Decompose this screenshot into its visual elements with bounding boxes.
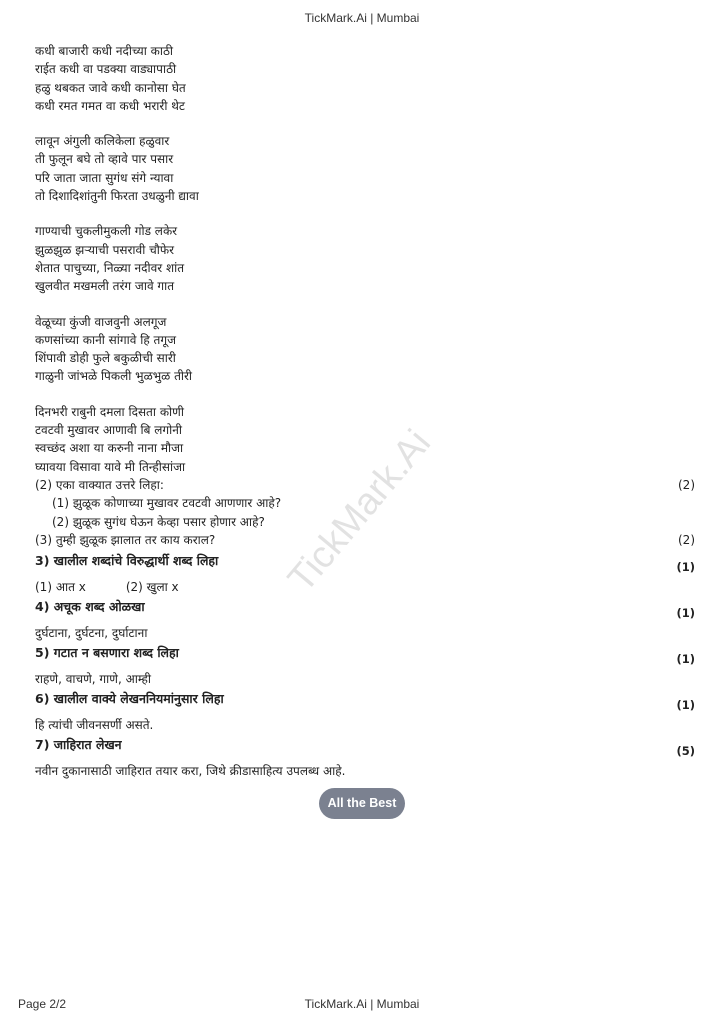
page-number: Page 2/2 — [18, 997, 67, 1011]
poem-line: कधी रमत गमत वा कधी भरारी थेट — [35, 98, 185, 113]
poem-stanza-4 — [35, 313, 695, 386]
poem-stanza-2 — [35, 132, 695, 205]
question-3-label: (3) तुम्ही झुळूक झालात तर काय कराल? — [35, 533, 216, 548]
antonym-item-2: (2) खुला x — [125, 579, 179, 594]
poem-line: दिनभरी राबुनी दमला दिसता कोणी — [35, 404, 184, 419]
section-odd-one-out — [35, 644, 695, 688]
question-2-marks: (2) — [678, 477, 695, 492]
section-advertisement — [35, 736, 695, 780]
section-marks: (5) — [676, 743, 695, 758]
poem-line: झुळझुळ झऱ्याची पसरावी चौफेर — [35, 242, 175, 257]
section-body — [35, 578, 695, 596]
poem-line: कधी बाजारी कधी नदीच्या काठी — [35, 44, 174, 58]
poem-stanza-1 — [35, 42, 695, 115]
section-title: 3) खालील शब्दांचे विरुद्धार्थी शब्द लिहा — [35, 552, 219, 568]
poem-line: शिंपावी डोही फुले बकुळीची सारी — [35, 351, 176, 366]
question-2-label: (2) एका वाक्यात उत्तरे लिहा: — [35, 477, 164, 492]
section-title: 7) जाहिरात लेखन — [35, 736, 122, 752]
question-2 — [35, 476, 695, 495]
poem-line: टवटवी मुखावर आणावी बि लगोनी — [35, 423, 183, 438]
poem-line: हळु थबकत जावे कधी कानोसा घेत — [35, 80, 186, 95]
poem-line: परि जाता जाता सुगंध संगे न्यावा — [35, 170, 174, 185]
all-the-best-badge: All the Best — [319, 788, 406, 819]
poem-line: गाळुनी जांभळे पिकली भुळभुळ तीरी — [35, 369, 193, 384]
section-title: 5) गटात न बसणारा शब्द लिहा — [35, 644, 179, 660]
page-footer: TickMark.Ai | Mumbai — [304, 997, 420, 1011]
section-marks: (1) — [676, 605, 695, 620]
section-title: 6) खालील वाक्ये लेखननियमांनुसार लिहा — [35, 690, 224, 706]
section-marks: (1) — [676, 651, 695, 666]
poem-line: तो दिशादिशांतुनी फिरता उधळुनी द्यावा — [35, 189, 199, 204]
section-marks: (1) — [676, 697, 695, 712]
section-body: दुर्घटाना, दुर्घटना, दुर्घाटाना — [35, 625, 148, 640]
poem-line: लावून अंगुली कलिकेला हळुवार — [35, 134, 170, 149]
section-body: नवीन दुकानासाठी जाहिरात तयार करा, जिथे क्रीडासाहित्य उपलब्ध आहे. — [35, 763, 346, 778]
poem-line: कणसांच्या कानी सांगावे हि तगूज — [35, 332, 177, 347]
document-body — [35, 42, 695, 780]
watermark: TickMark.Ai — [280, 422, 440, 601]
page-header: TickMark.Ai | Mumbai — [304, 11, 420, 25]
poem-line: खुलवीत मखमली तरंग जावे गात — [35, 279, 175, 294]
poem-stanza-5 — [35, 403, 695, 476]
poem-stanza-3 — [35, 222, 695, 295]
question-3-marks: (2) — [678, 533, 695, 548]
section-title: 4) अचूक शब्द ओळखा — [35, 598, 145, 614]
section-marks: (1) — [676, 559, 695, 574]
antonym-item-1: (1) आत x — [35, 579, 86, 594]
poem-line: ती फुलून बघे तो व्हावे पार पसार — [35, 152, 174, 167]
section-body: राहणे, वाचणे, गाणे, आम्ही — [35, 671, 151, 686]
closing-wrap — [0, 788, 724, 819]
question-3 — [35, 531, 695, 550]
question-2-item-1: (1) झुळूक कोणाच्या मुखावर टवटवी आणणार आहे? — [52, 496, 282, 511]
poem-line: शेतात पाचुच्या, निळ्या नदीवर शांत — [35, 260, 185, 275]
poem-line: स्वच्छंद अशा या करुनी नाना मौजा — [35, 441, 184, 456]
section-spelling-rules — [35, 690, 695, 734]
question-2-item-2: (2) झुळूक सुगंध घेऊन केव्हा पसार होणार आहे? — [52, 514, 265, 529]
poem-line: राईत कधी वा पडक्या वाड्यापाठी — [35, 62, 177, 77]
poem-line: वेळूच्या कुंजी वाजवुनी अलगूज — [35, 314, 167, 329]
poem-line: गाण्याची चुकलीमुकली गोड लकेर — [35, 224, 178, 239]
section-antonyms — [35, 552, 695, 596]
section-body: हि त्यांची जीवनसर्णी असते. — [35, 717, 154, 732]
poem-line: घ्यावया विसावा यावे मी तिन्हीसांजा — [35, 459, 186, 474]
section-correct-word — [35, 598, 695, 642]
